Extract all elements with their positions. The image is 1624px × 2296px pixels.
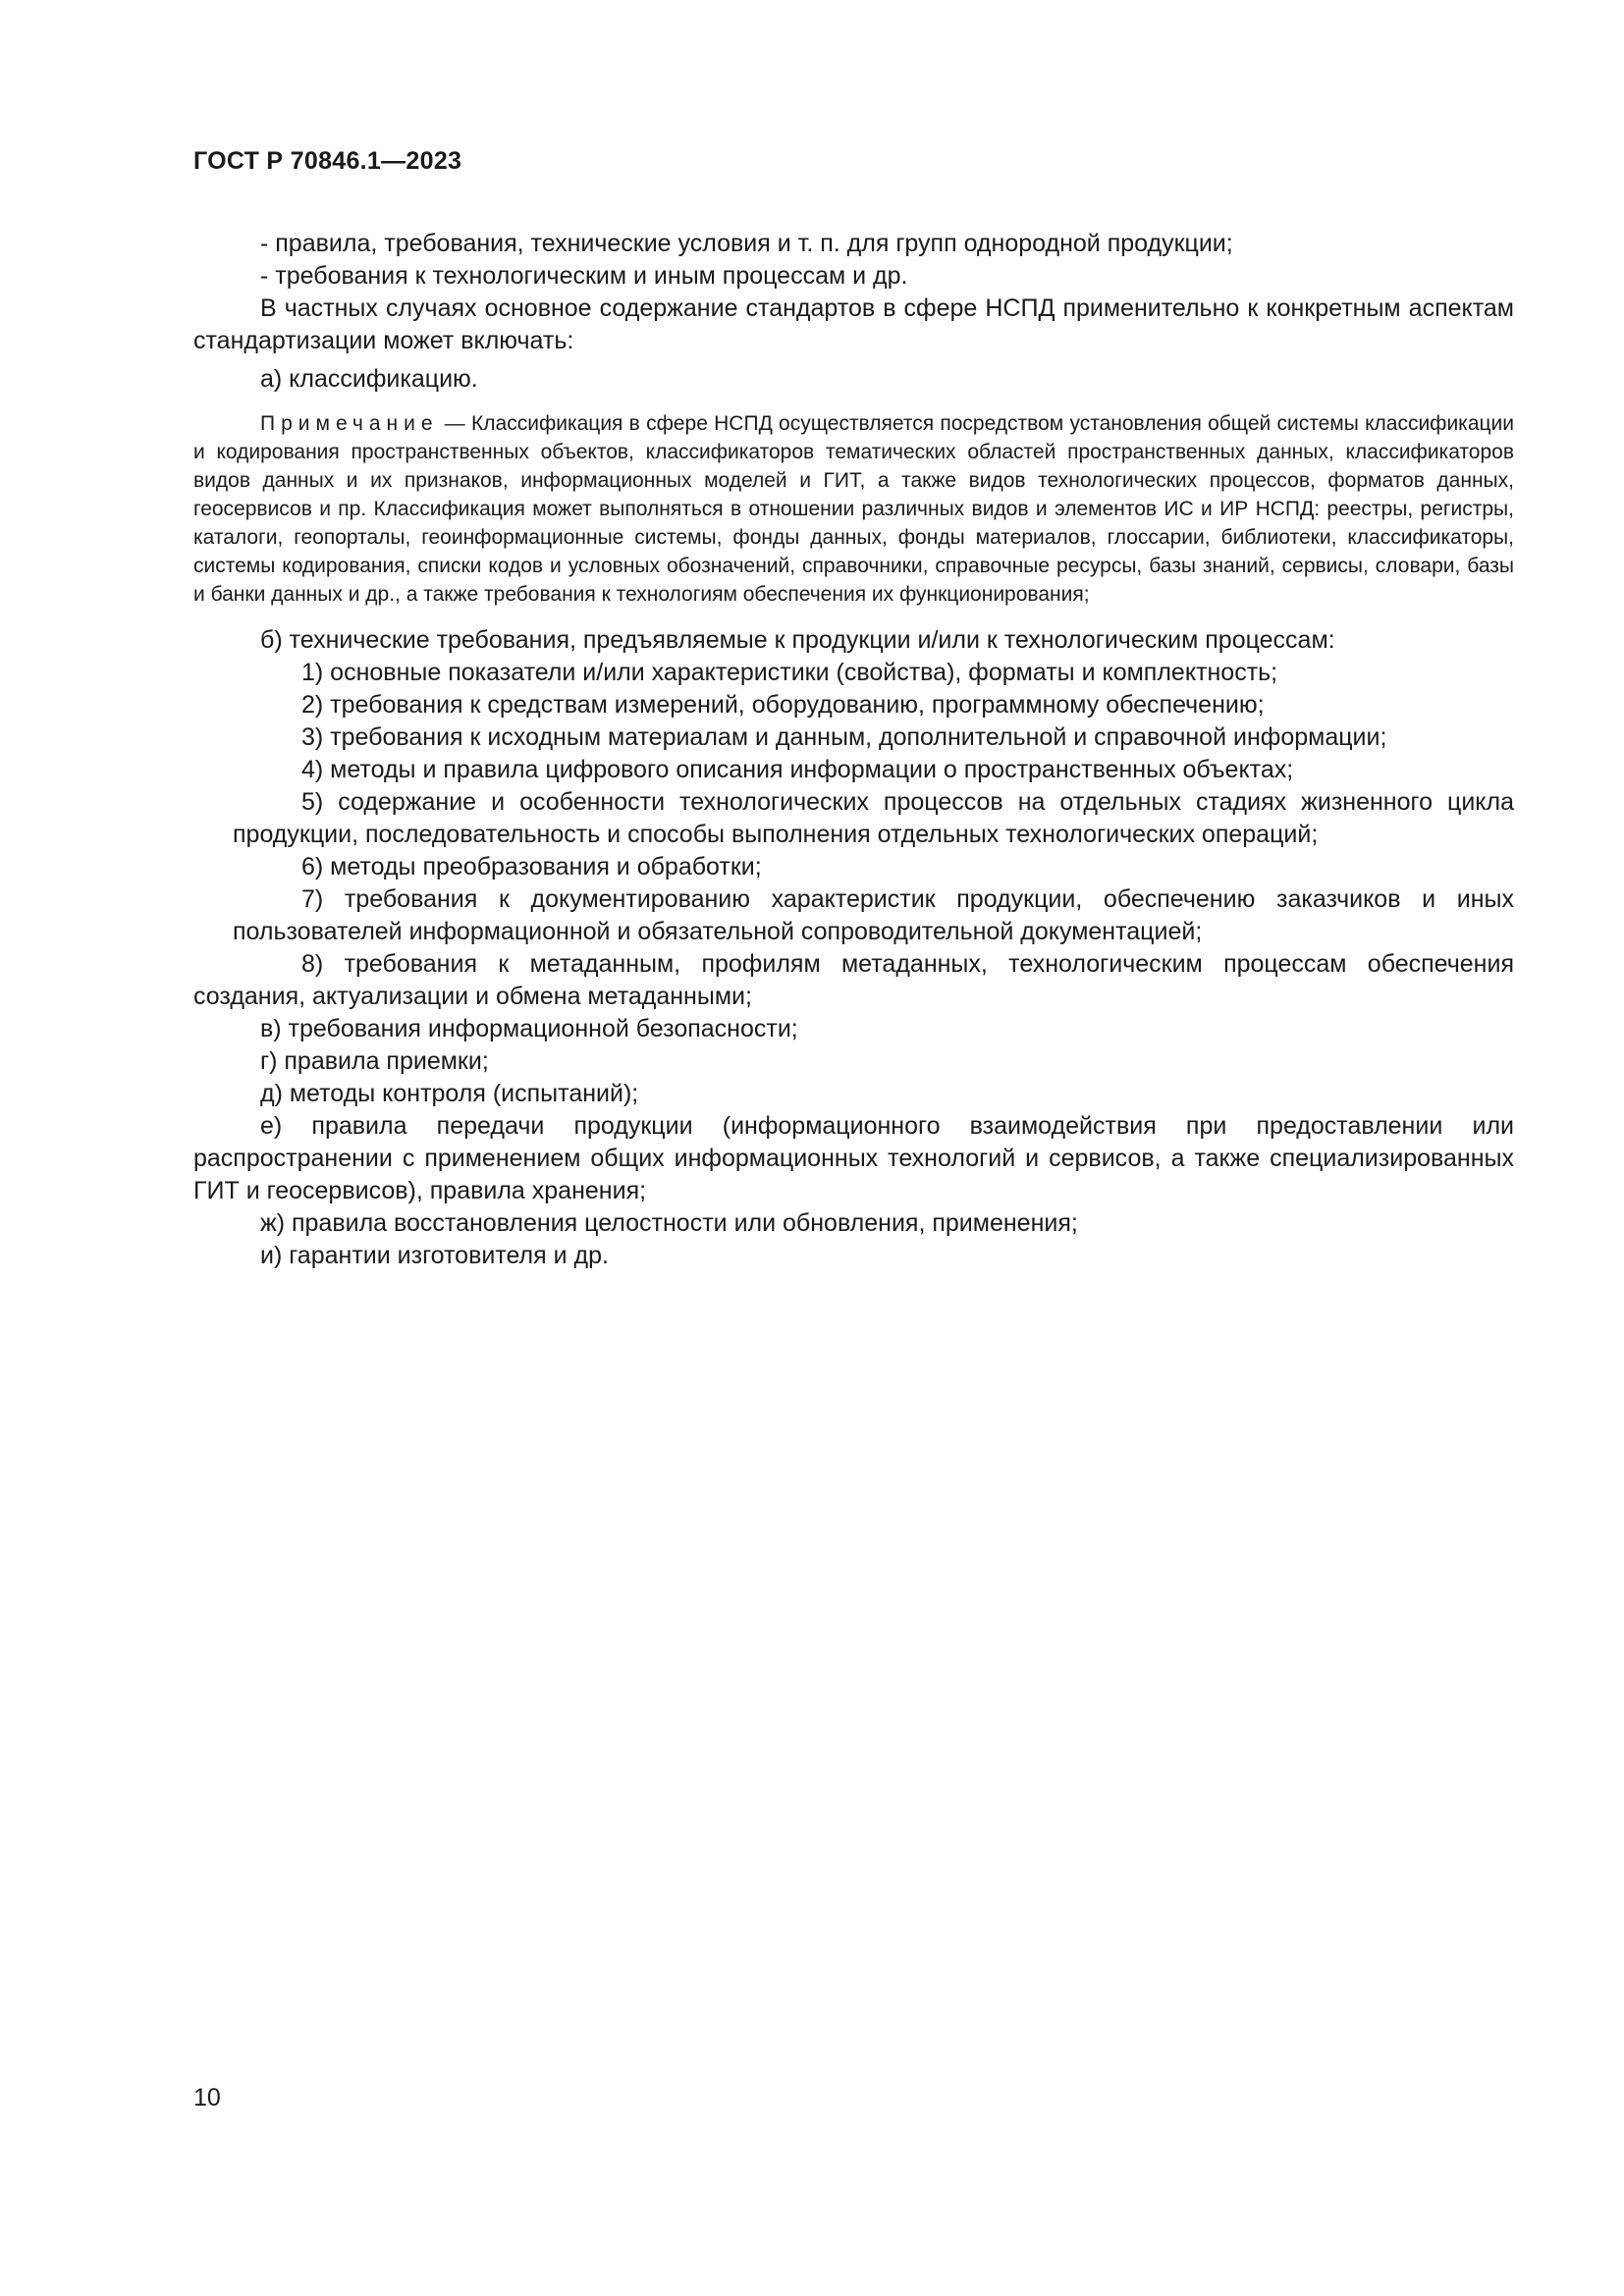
sub-list-item: 7) требования к документированию характеристик продукции, обеспечению заказчиков и иных пользователей информационной и обязательной сопроводительной документацией; <box>233 885 1514 945</box>
sub-list-item: 8) требования к метаданным, профилям метаданных, технологическим процессам обеспечения создания, актуализации и обмена метаданными; <box>193 950 1514 1010</box>
list-item-g: г) правила приемки; <box>260 1047 489 1075</box>
sub-list-item: 3) требования к исходным материалам и данным, дополнительной и справочной информации; <box>301 723 1387 751</box>
list-item-zh: ж) правила восстановления целостности или обновления, применения; <box>260 1209 1078 1237</box>
sub-list-item: 1) основные показатели и/или характеристики (свойства), форматы и комплектность; <box>301 659 1278 686</box>
list-item-a: а) классификацию. <box>260 365 478 393</box>
paragraph: - требования к технологическим и иным процессам и др. <box>260 262 908 290</box>
list-item-v: в) требования информационной безопасности; <box>260 1015 798 1042</box>
document-body <box>193 228 1514 1272</box>
note-block <box>193 409 1514 609</box>
sub-list-item: 6) методы преобразования и обработки; <box>301 853 762 881</box>
sub-list-item: 5) содержание и особенности технологических процессов на отдельных стадиях жизненного цикла продукции, последовательность и способы выполнения отдельных технологических операций; <box>233 788 1514 848</box>
note-text: — Классификация в сфере НСПД осуществляется посредством установления общей системы классификации и кодирования пространственных объектов, классификаторов тематических областей пространственных данных, классификаторов видов данных и их признаков, информационных моделей и ГИТ, а также видов технологических процессов, форматов данных, геосервисов и пр. Классификация может выполняться в отношении различных видов и элементов ИС и ИР НСПД: реестры, регистры, каталоги, геопорталы, геоинформационные системы, фонды данных, фонды материалов, глоссарии, библиотеки, классификаторы, системы кодирования, списки кодов и условных обозначений, справочники, справочные ресурсы, базы знаний, сервисы, словари, базы и банки данных и др., а также требования к технологиям обеспечения их функционирования; <box>193 412 1514 606</box>
list-item-d: д) методы контроля (испытаний); <box>260 1080 639 1107</box>
document-header: ГОСТ Р 70846.1—2023 <box>193 147 462 175</box>
paragraph: В частных случаях основное содержание стандартов в сфере НСПД применительно к конкретным аспектам стандартизации может включать: <box>193 294 1514 354</box>
paragraph: - правила, требования, технические условия и т. п. для групп однородной продукции; <box>260 230 1233 257</box>
note-label: Примечание <box>260 412 439 435</box>
list-item-i: и) гарантии изготовителя и др. <box>260 1242 609 1269</box>
list-item-b: б) технические требования, предъявляемые к продукции и/или к технологическим процессам: <box>260 626 1335 654</box>
list-item-e: е) правила передачи продукции (информационного взаимодействия при предоставлении или распространении с применением общих информационных технологий и сервисов, а также специализированных ГИТ и геосервисов), правила хранения; <box>193 1112 1514 1204</box>
page-number: 10 <box>193 2084 221 2111</box>
sub-list-item: 2) требования к средствам измерений, оборудованию, программному обеспечению; <box>301 691 1265 719</box>
sub-list-item: 4) методы и правила цифрового описания информации о пространственных объектах; <box>301 756 1294 783</box>
